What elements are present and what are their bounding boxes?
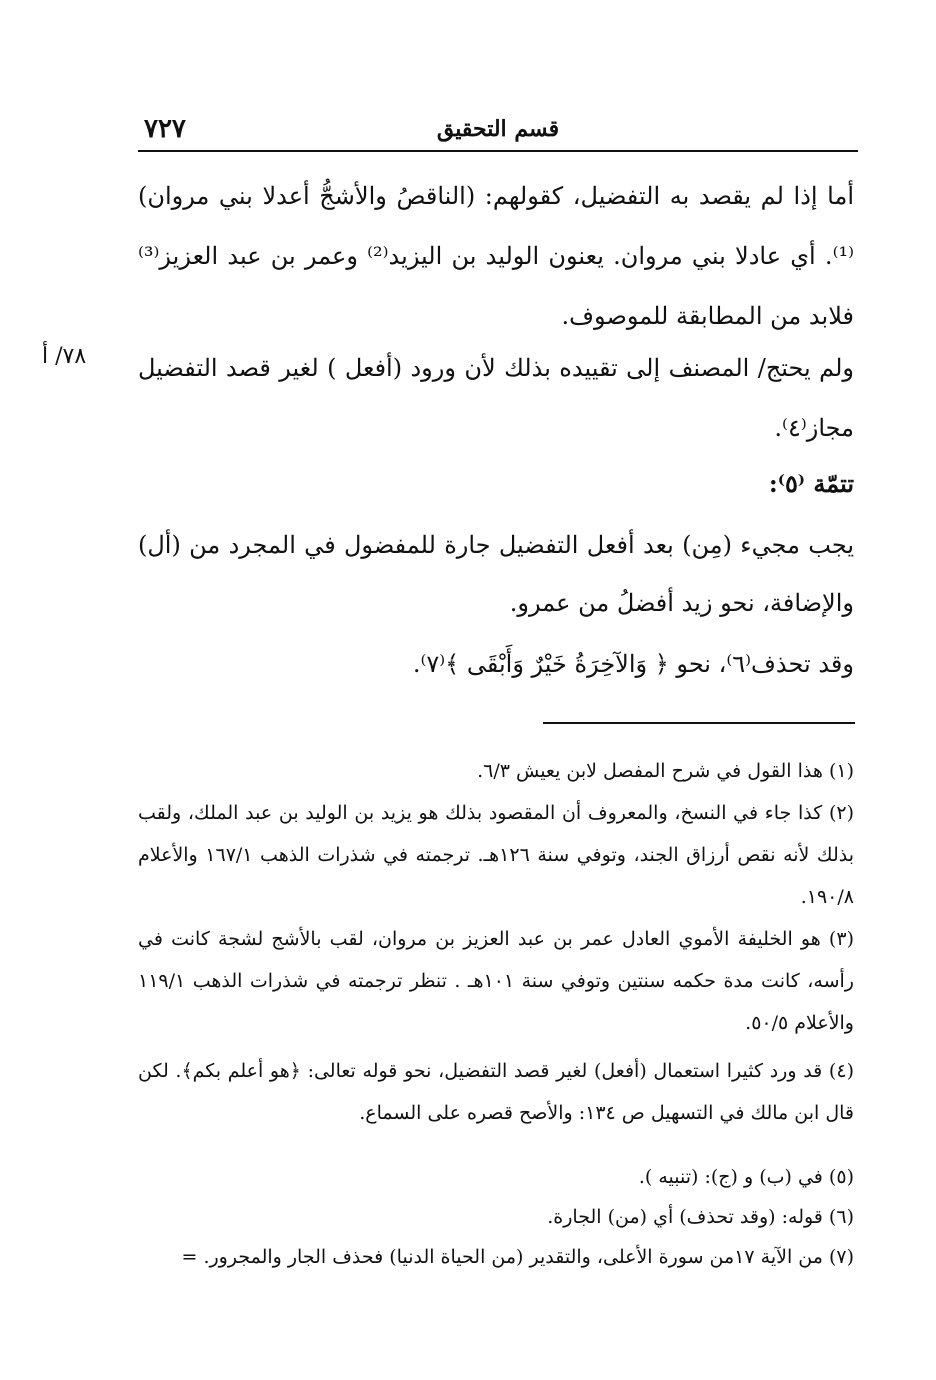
footnote-2: (٢) كذا جاء في النسخ، والمعروف أن المقصود بذلك هو يزيد بن الوليد بن عبد الملك، ولقب بذلك لأنه نقص أرزاق الجند، وتوفي سنة ١٢٦هـ. ترجمته في شذرات الذهب ١٦٧/١ والأعلام ١٩٠/٨. bbox=[138, 802, 854, 908]
footnote-5: (٥) في (ب) و (ج): (تنبيه ). bbox=[638, 1166, 854, 1188]
margin-folio-note: ٧٨/ أ bbox=[42, 344, 87, 369]
page-header bbox=[138, 112, 858, 148]
footnote-6: (٦) قوله: (وقد تحذف) أي (من) الجارة. bbox=[547, 1206, 854, 1228]
running-title: قسم التحقيق bbox=[436, 116, 560, 142]
body-paragraph-2: ولم يحتج/ المصنف إلى تقييده بذلك لأن ورود (أفعل ) لغير قصد التفضيل مجاز⁽٤⁾. bbox=[138, 354, 854, 442]
footnote-3: (٣) هو الخليفة الأموي العادل عمر بن عبد العزيز بن مروان، لقب بالأشج لشجة كانت في رأسه، كانت مدة حكمه سنتين وتوفي سنة ١٠١هـ . تنظر ترجمته في شذرات الذهب ١١٩/١ والأعلام ٥٠/٥. bbox=[138, 928, 854, 1034]
footnote-1: (١) هذا القول في شرح المفصل لابن يعيش ٦/٣. bbox=[477, 760, 854, 782]
footnote-4: (٤) قد ورد كثيرا استعمال (أفعل) لغير قصد التفضيل، نحو قوله تعالى: ﴿هو أعلم بكم﴾. لكن قال ابن مالك في التسهيل ص ١٣٤: والأصح قصره على السماع. bbox=[138, 1060, 854, 1124]
body-paragraph-4: وقد تحذف⁽٦⁾، نحو ﴿ وَالآخِرَةُ خَيْرٌ وَأَبْقَى ﴾⁽٧⁾. bbox=[412, 650, 854, 678]
body-paragraph-1: أما إذا لم يقصد به التفضيل، كقولهم: (الناقصُ والأشجُّ أعدلا بني مروان)⁽¹⁾. أي عادلا بني مروان. يعنون الوليد بن اليزيد⁽²⁾ وعمر بن عبد العزيز⁽³⁾ فلابد من المطابقة للموصوف. bbox=[138, 182, 854, 330]
footnote-7: (٧) من الآية ١٧من سورة الأعلى، والتقدير (من الحياة الدنيا) فحذف الجار والمجرور. = bbox=[181, 1246, 854, 1268]
header-rule bbox=[138, 150, 858, 152]
section-heading: تتمّة ⁽٥⁾: bbox=[768, 469, 854, 498]
footnote-separator bbox=[543, 722, 855, 724]
body-paragraph-3: يجب مجيء (مِن) بعد أفعل التفضيل جارة للمفضول في المجرد من (أل) والإضافة، نحو زيد أفضلُ من عمرو. bbox=[138, 531, 854, 617]
page-number: ٧٢٧ bbox=[144, 114, 186, 144]
